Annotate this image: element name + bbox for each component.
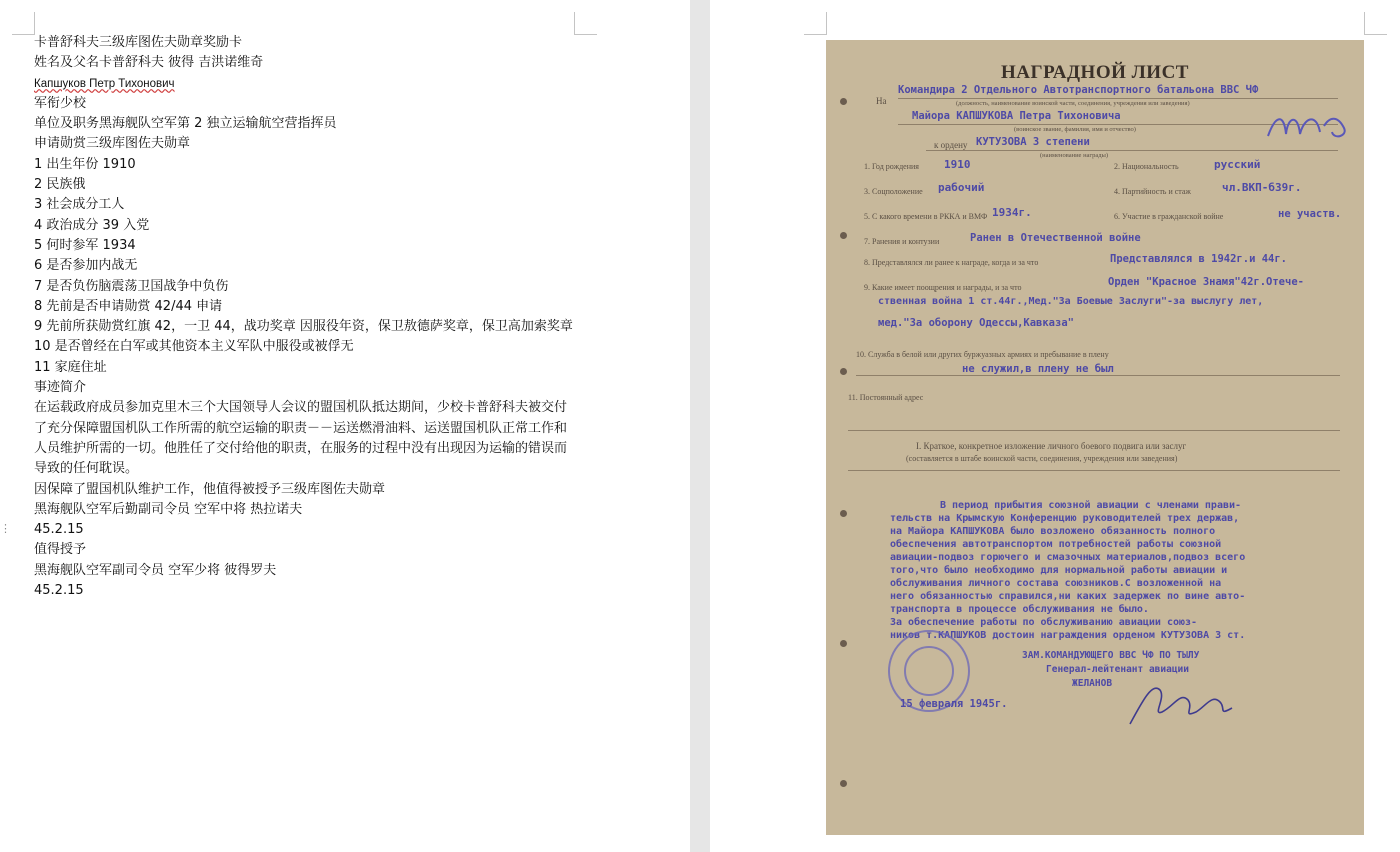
typed-value: Ранен в Отечественной войне <box>970 232 1141 244</box>
typed-value: русский <box>1214 158 1261 171</box>
text-line: 7 是否负伤脑震荡卫国战争中负伤 <box>34 278 229 294</box>
paragraph-mark-icon: ⋮ <box>0 522 11 535</box>
section-heading: I. Краткое, конкретное изложение личного боевого подвига или заслуг <box>916 441 1187 451</box>
field-label: 1. Год рождения <box>864 162 919 171</box>
text-line: 10 是否曾经在白军或其他资本主义军队中服役或被俘无 <box>34 339 354 355</box>
field-label: На <box>876 96 887 106</box>
form-rule <box>926 150 1338 151</box>
text-line: 姓名及父名卡普舒科夫 彼得 吉洪诺维奇 <box>34 55 264 71</box>
text-line: 9 先前所获勋赏红旗 42，一卫 44，战功奖章 因服役年资，保卫敖德萨奖章，保卫高加索奖章 <box>34 319 573 335</box>
page-corner-marker <box>1364 12 1387 35</box>
field-label: 5. С какого времени в РККА и ВМФ <box>864 212 988 221</box>
typed-name: Майора КАПШУКОВА Петра Тихоновича <box>912 110 1121 122</box>
typed-body-line: За обеспечение работы по обслуживанию авиации союз- <box>890 617 1198 628</box>
page-corner-marker <box>804 12 827 35</box>
field-label: 3. Соцположение <box>864 187 923 196</box>
field-note: (должность, наименование воинской части, соединения, учреждения или заведения) <box>956 100 1190 107</box>
scan-title: НАГРАДНОЙ ЛИСТ <box>1001 62 1189 83</box>
text-line-russian-name <box>34 74 579 94</box>
document-page-text <box>0 0 690 852</box>
typed-body-line: транспорта в процессе обслуживания не было. <box>890 604 1149 615</box>
text-line: 1 出生年份 1910 <box>34 156 136 172</box>
typed-value: 1910 <box>944 158 971 171</box>
field-label: 8. Представлялся ли ранее к награде, когда и за что <box>864 258 1039 267</box>
translation-text[interactable] <box>34 33 579 601</box>
field-label: 4. Партийность и стаж <box>1114 187 1191 196</box>
award-sheet-scan[interactable] <box>826 40 1364 835</box>
signatory-rank: Генерал-лейтенант авиации <box>1046 664 1189 675</box>
text-paragraph: 在运载政府成员参加克里木三个大国领导人会议的盟国机队抵达期间，少校卡普舒科夫被交付了充分保障盟国机队工作所需的航空运输的职责－－运送燃滑油料、运送盟国机队正常工作和人员维护所需的一切。他胜任了交付给他的职责，在服务的过程中没有出现因为运输的错误而导致的任何耽误。 <box>34 400 568 477</box>
form-rule <box>848 470 1340 471</box>
typed-body-line: того,что было необходимо для нормальной работы авиации и <box>890 565 1228 576</box>
text-line: 申请勋赏三级库图佐夫勋章 <box>34 136 191 152</box>
typed-body-line: на Майора КАПШУКОВА было возложено обязанность полного <box>890 526 1216 537</box>
handwritten-note <box>1264 106 1354 146</box>
section-heading: 事迹简介 <box>34 380 87 396</box>
field-note: (воинское звание, фамилия, имя и отчество) <box>1014 126 1136 133</box>
signatory-name: ЖЕЛАНОВ <box>1072 678 1113 689</box>
text-line: 5 何时参军 1934 <box>34 237 136 253</box>
typed-unit: Командира 2 Отдельного Автотранспортного батальона ВВС ЧФ <box>898 84 1259 96</box>
typed-body-line: ников т.КАПШУКОВ достоин награждения орденом КУТУЗОВА 3 ст. <box>890 630 1246 641</box>
typed-value: не служил,в плену не был <box>962 363 1114 375</box>
field-label: 9. Какие имеет поощрения и награды, и за что <box>864 283 1022 292</box>
text-line: 值得授予 <box>34 542 87 558</box>
text-line: 黑海舰队空军后勤副司令员 空军中将 热拉诺夫 <box>34 501 303 517</box>
field-label: к ордену <box>934 140 968 150</box>
typed-body-line: обеспечения автотранспортом потребностей работы союзной <box>890 539 1222 550</box>
text-line: 3 社会成分工人 <box>34 197 125 213</box>
field-label: 2. Национальность <box>1114 162 1179 171</box>
field-note: (наименование награды) <box>1040 152 1109 159</box>
date-line: 45.2.15 <box>34 583 84 599</box>
typed-value: Орден "Красное Знамя"42г.Отече- <box>1108 276 1304 288</box>
text-line: 因保障了盟国机队维护工作，他值得被授予三级库图佐夫勋章 <box>34 481 386 497</box>
field-label: 7. Ранения и контузии <box>864 237 940 246</box>
typed-body-line: тельств на Крымскую Конференцию руководителей трех держав, <box>890 513 1240 524</box>
typed-value: Представлялся в 1942г.и 44г. <box>1110 253 1288 265</box>
text-line: 11 家庭住址 <box>34 359 107 375</box>
page-corner-marker <box>574 12 597 35</box>
form-rule <box>898 98 1338 99</box>
text-line: 军衔少校 <box>34 95 87 111</box>
form-rule <box>848 430 1340 431</box>
typed-value: мед."За оборону Одессы,Кавказа" <box>878 317 1074 329</box>
typed-value: не участв. <box>1278 208 1342 220</box>
text-line: 4 政治成分 39 入党 <box>34 217 150 233</box>
typed-body-line: него обязанностью справился,ни каких задержек по вине авто- <box>890 591 1246 602</box>
page-corner-marker <box>12 12 35 35</box>
signatory-title: ЗАМ.КОМАНДУЮЩЕГО ВВС ЧФ ПО ТЫЛУ <box>1022 650 1200 661</box>
text-line: 2 民族俄 <box>34 177 86 193</box>
date-line: 45.2.15 <box>34 522 84 538</box>
typed-value: 1934г. <box>992 206 1032 219</box>
typed-body-line: авиации-подвоз горючего и смазочных материалов,подвоз всего <box>890 552 1246 563</box>
form-rule <box>856 375 1340 376</box>
text-line: 6 是否参加内战无 <box>34 258 138 274</box>
handwritten-signature <box>1122 672 1242 732</box>
page-gutter <box>690 0 710 852</box>
sheet-date: 15 февраля 1945г. <box>900 698 1008 710</box>
field-label: 6. Участие в гражданской войне <box>1114 212 1224 221</box>
typed-award: КУТУЗОВА 3 степени <box>976 136 1090 148</box>
typed-value: чл.ВКП-б39г. <box>1222 181 1302 194</box>
text-line: 黑海舰队空军副司令员 空军少将 彼得罗夫 <box>34 562 277 578</box>
doc-title: 卡普舒科夫三级库图佐夫勋章奖励卡 <box>34 35 243 50</box>
section-note: (составляется в штабе воинской части, соединения, учреждения или заведения) <box>906 454 1178 463</box>
field-label: 11. Постоянный адрес <box>848 393 924 402</box>
typed-value: ственная война 1 ст.44г.,Мед."За Боевые Заслуги"-за выслугу лет, <box>878 296 1264 307</box>
typed-body-line: В период прибытия союзной авиации с членами прави- <box>940 500 1242 511</box>
text-line: 单位及职务黑海舰队空军第 2 独立运输航空营指挥员 <box>34 116 337 132</box>
typed-value: рабочий <box>938 181 985 194</box>
text-line: 8 先前是否申请勋赏 42/44 申请 <box>34 298 223 314</box>
russian-name: Капшуков Петр Тихонович <box>34 77 175 90</box>
typed-body-line: обслуживания личного состава союзников.С возложенной на <box>890 578 1222 589</box>
field-label: 10. Служба в белой или других буржуазных армиях и пребывание в плену <box>856 350 1109 359</box>
